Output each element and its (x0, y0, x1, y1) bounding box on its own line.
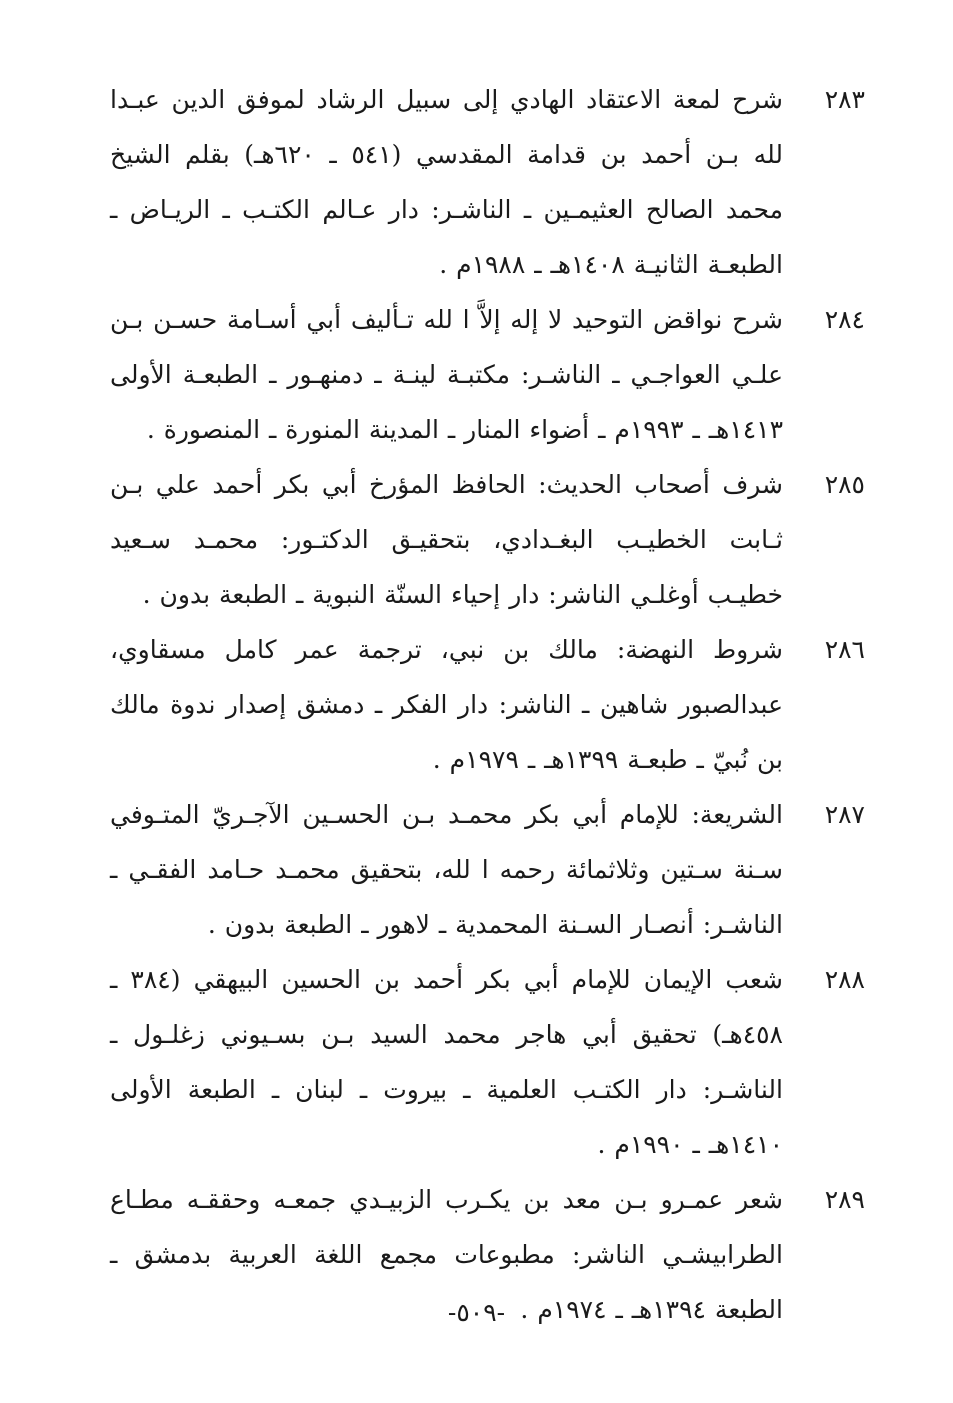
bibliography-entry (110, 72, 865, 292)
entry-number: ٢٨٨ (824, 965, 865, 994)
bibliography-list (110, 72, 865, 1337)
entry-text: شعب الإيمان للإمام أبي بكر أحمد بن الحسين البيهقي (٣٨٤ ـ ٤٥٨هـ) تحقيق أبي هاجر محمد السيد بـن بسـيوني زغلـول ـ الناشـر: دار الكتـب العلمية ـ بيروت ـ لبنان ـ الطبعة الأولى ١٤١٠هـ ـ ١٩٩٠م . (110, 965, 783, 1159)
entry-number: ٢٨٤ (824, 305, 865, 334)
entry-number: ٢٨٥ (824, 470, 865, 499)
entry-text: شرح لمعة الاعتقاد الهادي إلى سبيل الرشاد لموفق الدين عبـدا لله بـن أحمد بن قدامة المقدسي (٥٤١ ـ ٦٢٠هـ) بقلم الشيخ محمد الصالح العثيمـين ـ الناشـر: دار عـالم الكتـب ـ الريـاض ـ الطبعـة الثانيـة ١٤٠٨هـ ـ ١٩٨٨م . (110, 85, 783, 279)
bibliography-entry (110, 457, 865, 622)
bibliography-entry (110, 787, 865, 952)
entry-text: الشريعة: للإمام أبي بكر محمـد بـن الحسـين الآجـريّ المتـوفي سـنة سـتين وثلاثمائة رحمه ا لله، بتحقيق محمـد حـامد الفقـي ـ الناشـر: أنصـار السـنة المحمدية ـ لاهور ـ الطبعة بدون . (110, 800, 783, 939)
entry-text: شرف أصحاب الحديث: الحافظ المؤرخ أبي بكر أحمد علي بـن ثـابت الخطيـب البغـدادي، بتحقيـق الدكتـور: محمـد سـعيد خطيـب أوغلـي الناشر: دار إحياء السنّة النبوية ـ الطبعة بدون . (110, 470, 783, 609)
bibliography-entry (110, 952, 865, 1172)
bibliography-entry (110, 622, 865, 787)
entry-number: ٢٨٣ (824, 85, 865, 114)
page-number: -٥٠٩- (447, 1298, 506, 1327)
entry-number: ٢٨٩ (824, 1185, 865, 1214)
entry-text: شرح نواقض التوحيد لا إله إلاَّ ا لله تـأليف أبي أسـامة حسـن بـن علـي العواجـي ـ الناشـر: مكتبـة لينـة ـ دمنهـور ـ الطبعـة الأولى ١٤١٣هـ ـ ١٩٩٣م ـ أضواء المنار ـ المدينة المنورة ـ المنصورة . (110, 305, 783, 444)
entry-number: ٢٨٧ (824, 800, 865, 829)
entry-text: شعر عمـرو بـن معد بن يكـرب الزبيـدي جمعـه وحققـه مطـاع الطرابيشـي الناشر: مطبوعات مجمع اللغة العربية بدمشق ـ الطبعة ١٣٩٤هـ ـ ١٩٧٤م . (110, 1185, 783, 1324)
bibliography-entry (110, 292, 865, 457)
entry-number: ٢٨٦ (824, 635, 865, 664)
entry-text: شروط النهضة: مالك بن نبي، ترجمة عمر كامل مسقاوي، عبدالصبور شاهين ـ الناشر: دار الفكر ـ دمشق إصدار ندوة مالك بن نُبيّ ـ طبعـة ١٣٩٩هـ ـ ١٩٧٩م . (110, 635, 783, 774)
